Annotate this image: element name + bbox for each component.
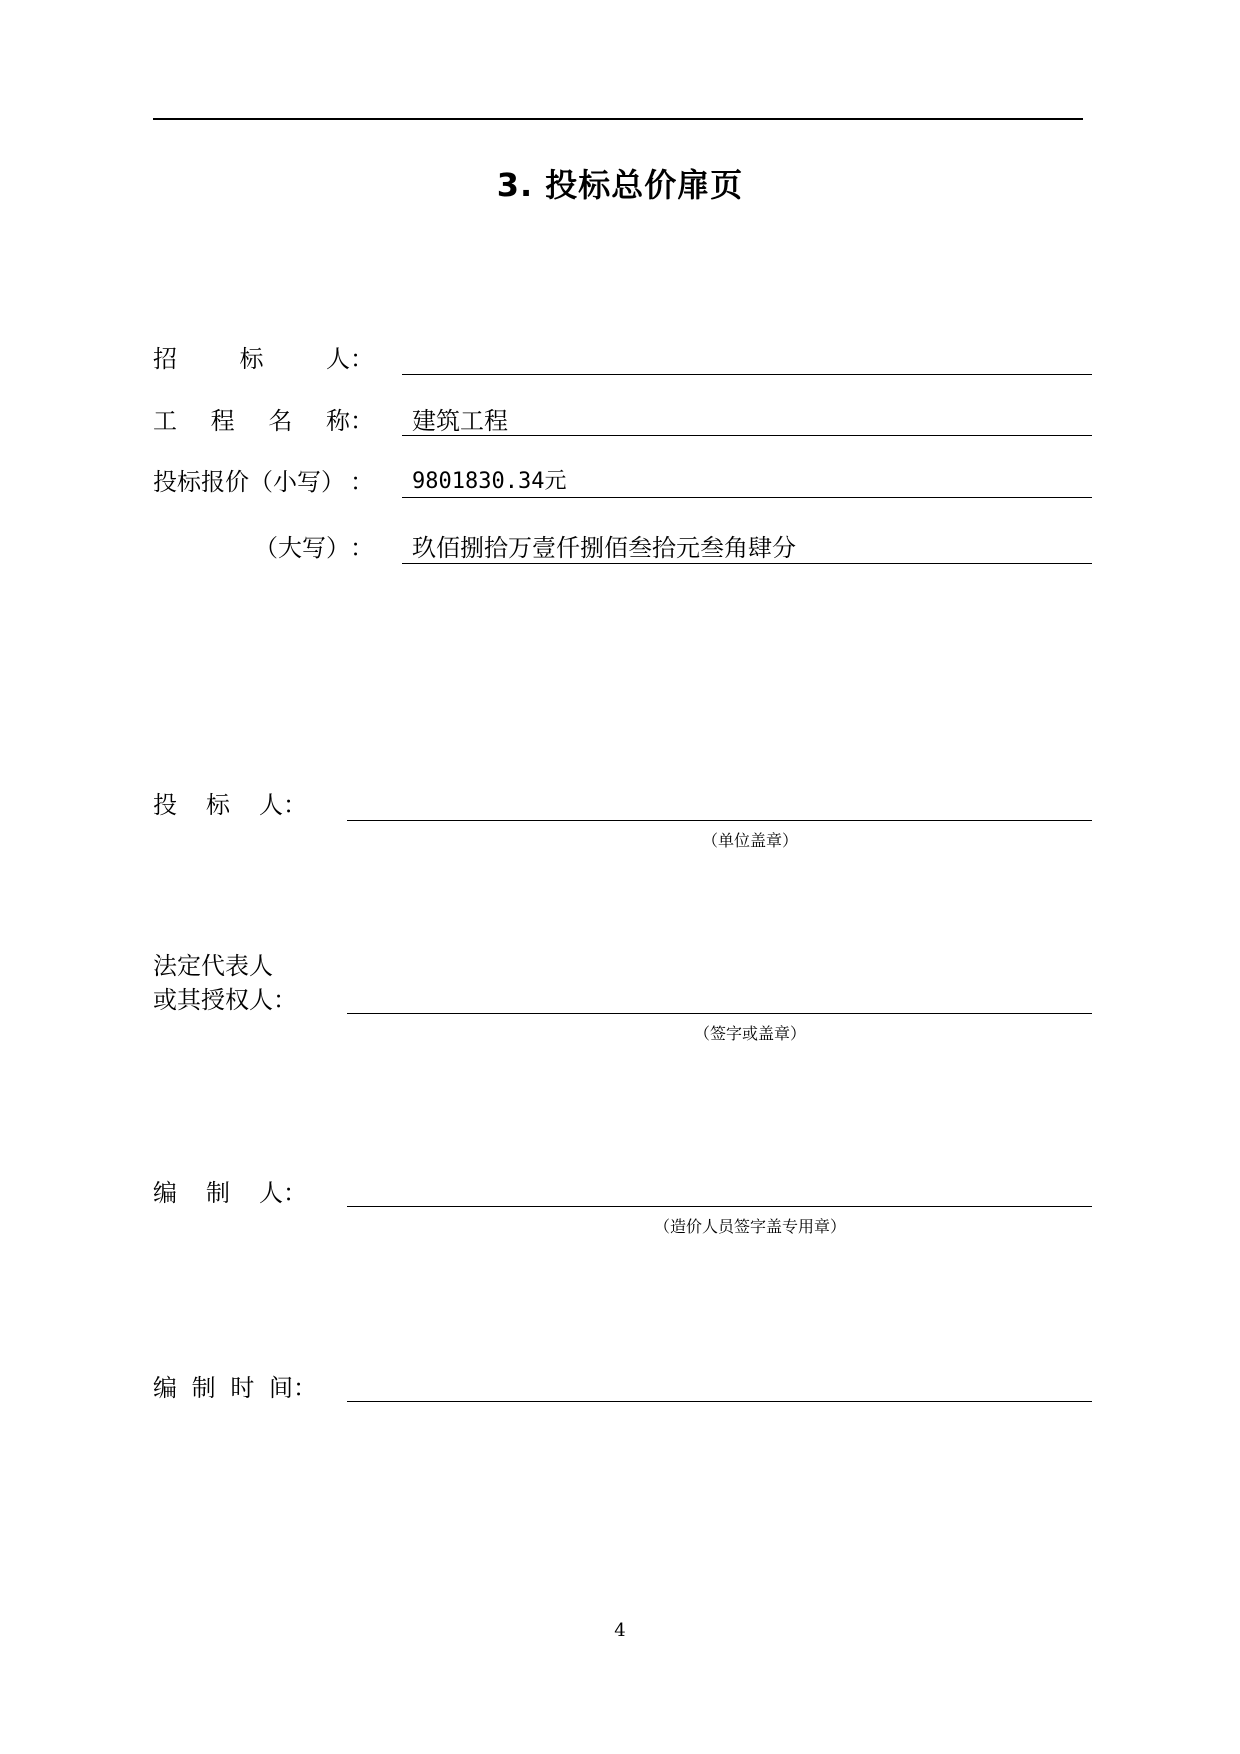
bidder-signature-line[interactable] <box>347 820 1092 821</box>
project-name-label: 工 程 名 称 <box>153 407 350 435</box>
project-name-colon: ： <box>350 407 374 435</box>
bid-price-capital-value[interactable]: 玖佰捌拾万壹仟捌佰叁拾元叁角肆分 <box>412 534 796 562</box>
bid-price-capital-label: （大写） <box>254 534 350 562</box>
compiler-seal-note: （造价人员签字盖专用章） <box>653 1217 846 1236</box>
bid-price-small-value[interactable]: 9801830.34元 <box>412 469 567 494</box>
compiler-label: 编 制 人 <box>153 1179 283 1207</box>
bid-price-small-field-line <box>402 497 1092 498</box>
compile-time-line[interactable] <box>347 1401 1092 1402</box>
compiler-signature-line[interactable] <box>347 1206 1092 1207</box>
bid-price-small-label: 投标报价（小写） <box>153 468 345 496</box>
legal-rep-label-line2: 或其授权人 <box>153 986 273 1014</box>
compile-time-colon: ： <box>293 1374 317 1402</box>
compile-time-label: 编 制 时 间 <box>153 1374 293 1402</box>
legal-rep-sign-note: （签字或盖章） <box>693 1024 806 1043</box>
legal-rep-signature-line[interactable] <box>347 1013 1092 1014</box>
bid-price-small-colon: ： <box>350 468 374 496</box>
tenderer-label: 招 标 人 <box>153 345 350 373</box>
bidder-label: 投 标 人 <box>153 791 283 819</box>
project-name-value[interactable]: 建筑工程 <box>412 407 508 435</box>
project-name-field-line <box>402 435 1092 436</box>
legal-rep-label-line1: 法定代表人 <box>153 952 273 980</box>
page-title: 3. 投标总价扉页 <box>496 166 744 204</box>
tenderer-colon: ： <box>350 345 374 373</box>
header-rule <box>153 118 1083 120</box>
tenderer-field-line[interactable] <box>402 374 1092 375</box>
legal-rep-colon: ： <box>273 986 297 1014</box>
bidder-colon: ： <box>283 791 307 819</box>
bid-price-capital-colon: ： <box>350 534 374 562</box>
bid-price-capital-field-line <box>402 563 1092 564</box>
bidder-seal-note: （单位盖章） <box>701 831 798 850</box>
compiler-colon: ： <box>283 1179 307 1207</box>
page-number: 4 <box>614 1620 626 1641</box>
